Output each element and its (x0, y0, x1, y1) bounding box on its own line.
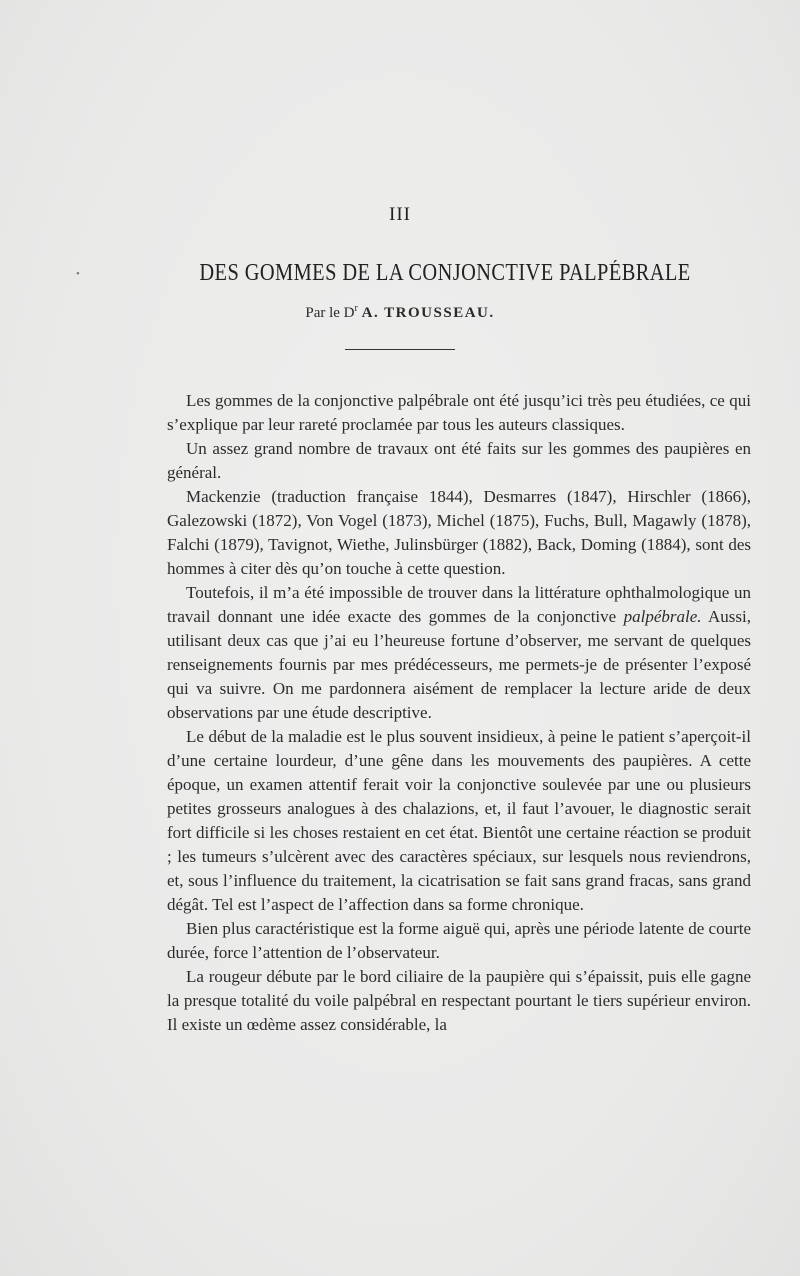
paragraph-4-after: Aussi, utilisant deux cas que j’ai eu l’heureuse fortune d’observer, me servant de quelques renseignements fournis par mes prédécesseurs, me permets-je de présenter l’exposé qui va suivre. On me pardonnera aisément de remplacer la lecture aride de deux observations par une étude descriptive. (167, 607, 752, 722)
paragraph-2: Un assez grand nombre de travaux ont été faits sur les gommes des paupières en général. (167, 439, 751, 482)
margin-mark: • (76, 268, 80, 280)
paragraph-4-italic: palpébrale. (623, 607, 702, 626)
paragraph-6: Bien plus caractéristique est la forme aiguë qui, après une période latente de courte durée, force l’attention de l’observateur. (167, 919, 751, 962)
byline-sup: r (354, 303, 358, 314)
paragraph-5: Le début de la maladie est le plus souvent insidieux, à peine le patient s’aperçoit-il d’une certaine lourdeur, d’une gêne dans les mouvements des paupières. A cette époque, un examen attentif ferait voir la conjonctive soulevée par une ou plusieurs petites grosseurs analogues à des chalazions, et, il faut l’avouer, le diagnostic serait fort difficile si les choses restaient en cet état. Bientôt une certaine réaction se produit ; les tumeurs s’ulcèrent avec des caractères spéciaux, sur lesquels nous reviendrons, et, sous l’influence du traitement, la cicatrisation se fait sans grand fracas, sans grand dégât. Tel est l’aspect de l’affection dans sa forme chronique. (167, 727, 751, 914)
author-name: A. TROUSSEAU. (361, 305, 495, 321)
article-title: DES GOMMES DE LA CONJONCTIVE PALPÉBRALE (199, 260, 691, 286)
byline (0, 305, 800, 322)
paragraph-1: Les gommes de la conjonctive palpébrale ont été jusqu’ici très peu étudiées, ce qui s’explique par leur rareté proclamée par tous les auteurs classiques. (167, 391, 751, 434)
paragraph-4-before: Toutefois, il m’a été impossible de trouver dans la littérature ophthalmologique un travail donnant une idée exacte des gommes de la conjonctive (167, 583, 751, 626)
chapter-number: III (389, 204, 411, 225)
title-divider (345, 349, 455, 350)
body-text (167, 389, 751, 1037)
paragraph-3: Mackenzie (traduction française 1844), Desmarres (1847), Hirschler (1866), Galezowski (1872), Von Vogel (1873), Michel (1875), Fuchs, Bull, Magawly (1878), Falchi (1879), Tavignot, Wiethe, Julinsbürger (1882), Back, Doming (1884), sont des hommes à citer dès qu’on touche à cette question. (167, 487, 751, 578)
byline-prefix: Par le D (305, 305, 355, 321)
paragraph-7: La rougeur débute par le bord ciliaire de la paupière qui s’épaissit, puis elle gagne la presque totalité du voile palpébral en respectant pourtant le tiers supérieur environ. Il existe un œdème assez considérable, la (167, 967, 751, 1034)
paragraph-4 (167, 581, 751, 725)
